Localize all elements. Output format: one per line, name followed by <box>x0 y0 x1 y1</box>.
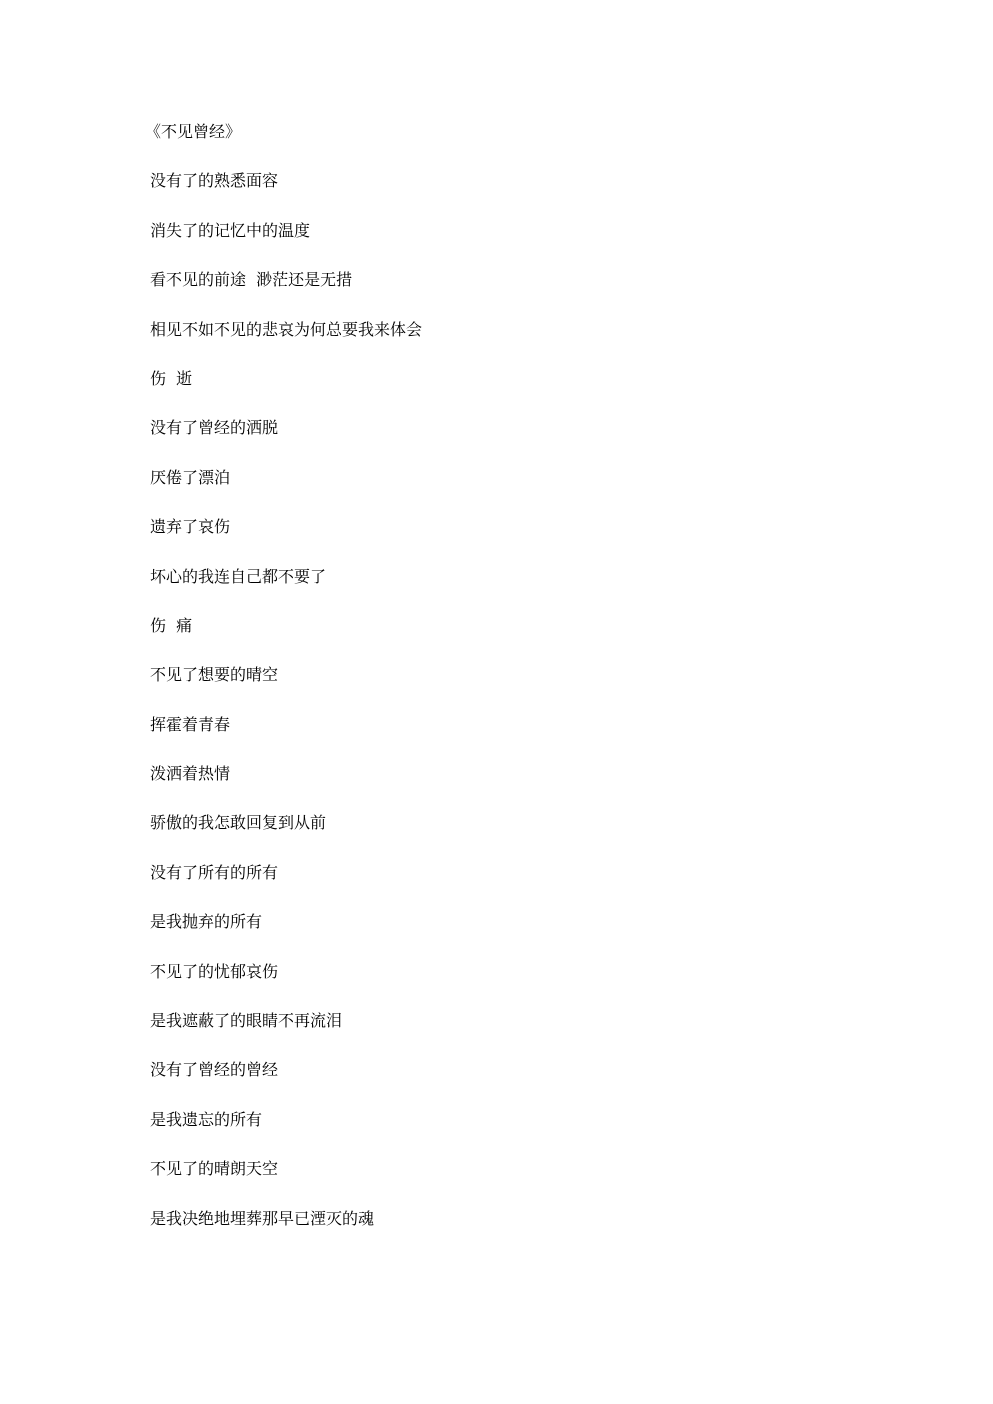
poem-line: 泼洒着热情 <box>150 764 231 784</box>
poem-line: 是我遗忘的所有 <box>150 1109 263 1129</box>
poem-title: 《不见曾经》 <box>145 122 242 141</box>
poem-line: 是我抛弃的所有 <box>150 912 263 932</box>
poem-line: 厌倦了漂泊 <box>150 467 231 487</box>
poem-line: 没有了所有的所有 <box>150 862 279 882</box>
poem-line: 骄傲的我怎敢回复到从前 <box>150 813 327 833</box>
poem-line: 相见不如不见的悲哀为何总要我来体会 <box>150 319 423 339</box>
poem-line: 看不见的前途 渺茫还是无措 <box>150 270 353 290</box>
poem-line: 是我决绝地埋葬那早已湮灭的魂 <box>150 1208 375 1228</box>
poem-line: 不见了的晴朗天空 <box>150 1159 279 1179</box>
poem-line: 伤 逝 <box>150 368 193 388</box>
poem-line: 不见了想要的晴空 <box>150 665 279 685</box>
poem-line: 伤 痛 <box>150 615 193 635</box>
poem-line: 坏心的我连自己都不要了 <box>150 566 327 586</box>
poem-line: 没有了曾经的洒脱 <box>150 418 279 438</box>
poem-line: 没有了曾经的曾经 <box>150 1060 279 1080</box>
poem-line: 没有了的熟悉面容 <box>150 171 279 191</box>
poem-line: 遗弃了哀伤 <box>150 517 231 537</box>
poem-body <box>145 120 850 1256</box>
poem-line: 不见了的忧郁哀伤 <box>150 961 279 981</box>
poem-line: 消失了的记忆中的温度 <box>150 220 311 240</box>
poem-line: 是我遮蔽了的眼睛不再流泪 <box>150 1011 343 1031</box>
poem-line: 挥霍着青春 <box>150 714 231 734</box>
